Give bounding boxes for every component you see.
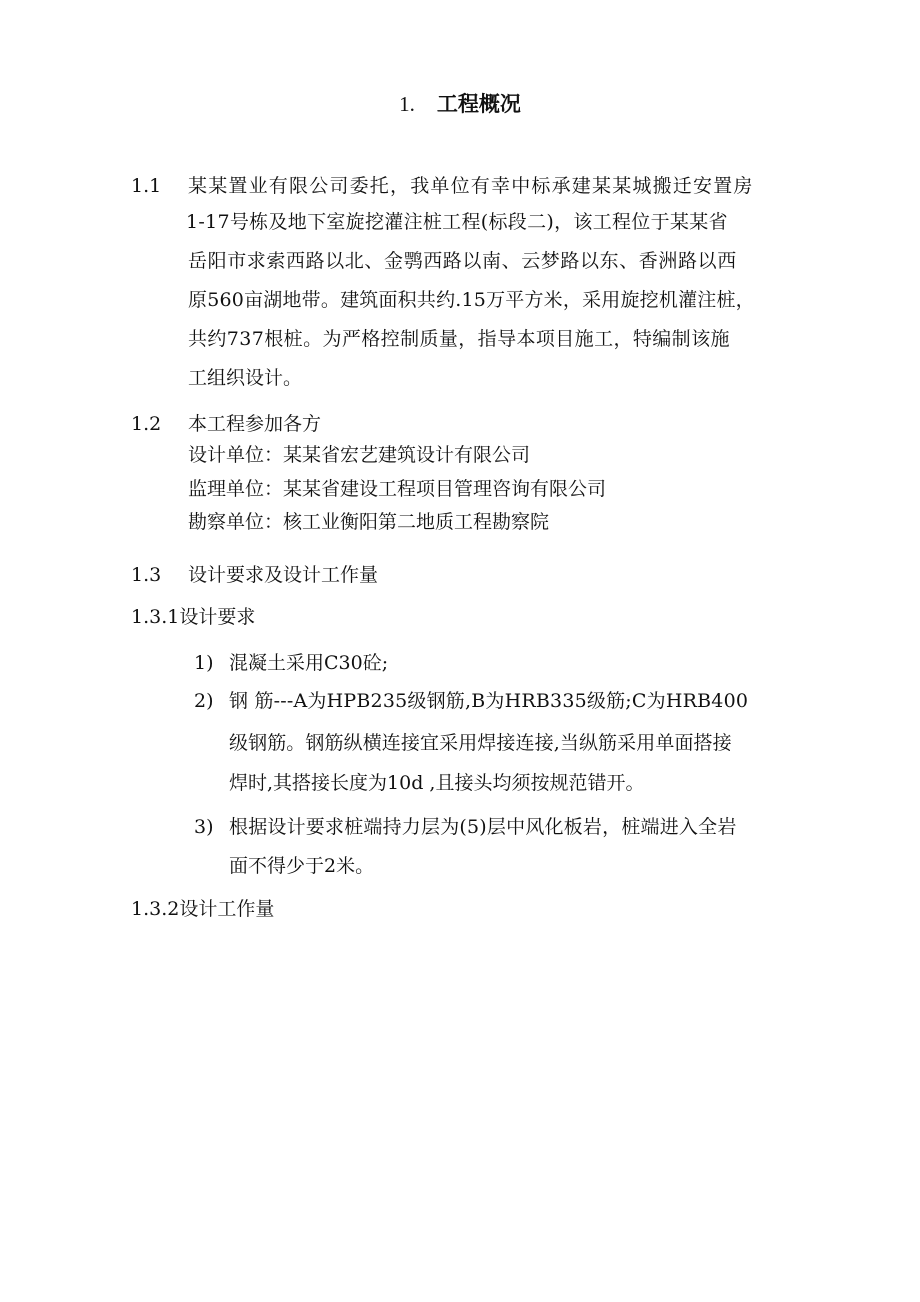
list-item-number: 1) [194,652,214,674]
list-item-text: 焊时,其搭接长度为10d ,且接头均须按规范错开。 [229,772,645,794]
section-1-3-number: 1.3 [131,564,162,586]
section-1-1-line: 工组织设计。 [188,367,303,389]
section-1-1-line: 原560亩湖地带。建筑面积共约.15万平方米，采用旋挖机灌注桩， [188,289,755,311]
section-1-1-number: 1.1 [131,175,162,197]
section-1-2-heading: 本工程参加各方 [188,413,322,435]
list-item-number: 2) [194,690,214,712]
list-item-number: 3) [194,816,214,838]
section-1-1-line: 1-17号栋及地下室旋挖灌注桩工程(标段二)，该工程位于某某省 [186,211,728,233]
section-1-2-number: 1.2 [131,413,162,435]
list-item-text: 混凝土采用C30砼; [229,652,389,674]
list-item-text: 面不得少于2米。 [229,855,375,877]
list-item-text: 级钢筋。钢筋纵横连接宜采用焊接连接,当纵筋采用单面搭接 [229,732,732,754]
supervision-unit: 监理单位：某某省建设工程项目管理咨询有限公司 [188,478,607,500]
section-1-1-line: 共约737根桩。为严格控制质量，指导本项目施工，特编制该施 [188,328,730,350]
section-1-1-first-line: 某某置业有限公司委托，我单位有幸中标承建某某城搬迁安置房 [188,175,754,197]
title-text: 工程概况 [436,92,521,116]
section-1-3-2-heading: 1.3.2设计工作量 [131,898,275,920]
section-1-1-line: 岳阳市求索西路以北、金鹗西路以南、云梦路以东、香洲路以西 [188,250,737,272]
design-unit: 设计单位：某某省宏艺建筑设计有限公司 [188,444,531,466]
page-title [0,88,920,118]
list-item-text: 钢 筋---A为HPB235级钢筋,B为HRB335级筋;C为HRB400 [229,690,749,712]
list-item-text: 根据设计要求桩端持力层为(5)层中风化板岩，桩端进入全岩 [229,816,737,838]
title-number: 1. [399,92,415,116]
section-1-3-1-heading: 1.3.1设计要求 [131,606,256,628]
survey-unit: 勘察单位：核工业衡阳第二地质工程勘察院 [188,511,550,533]
section-1-3-heading: 设计要求及设计工作量 [188,564,379,586]
